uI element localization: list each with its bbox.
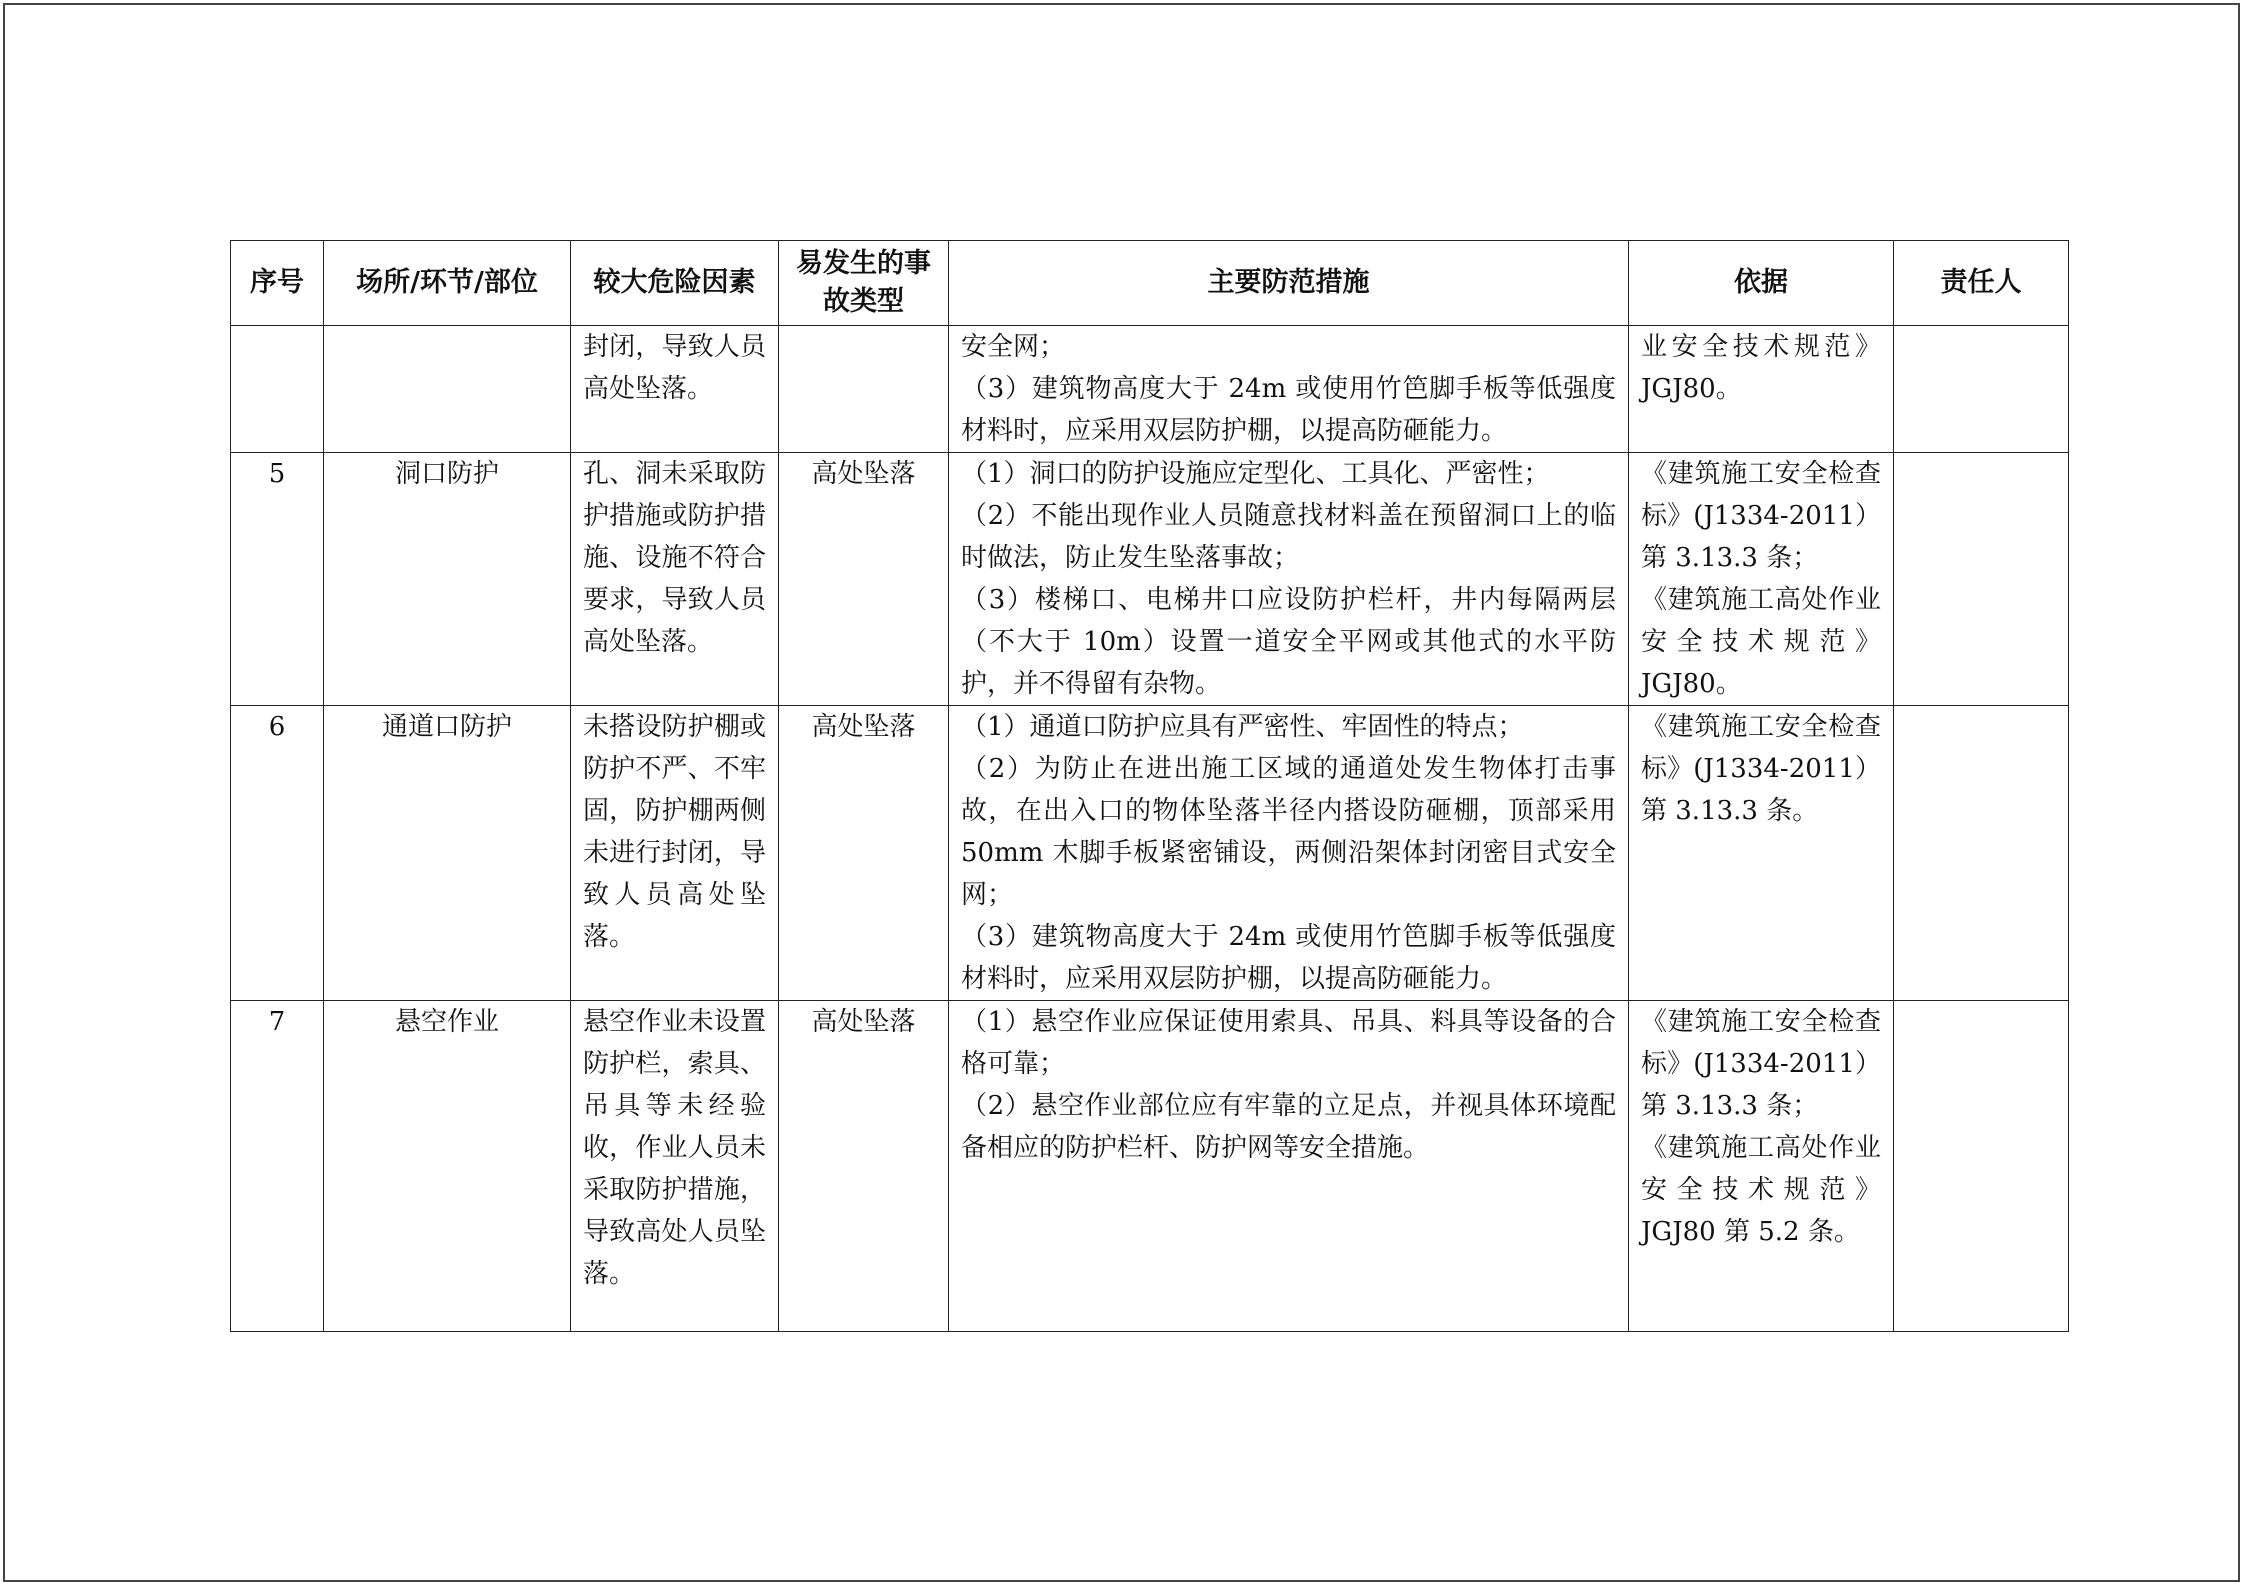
header-row [231,241,2069,326]
basis-line: 业安全技术规范》JGJ80。 [1641,332,1881,404]
cell-place: 通道口防护 [324,706,571,1001]
table-row [231,706,2069,1001]
header-no: 序号 [231,241,324,326]
cell-no: 7 [231,1001,324,1332]
basis-line: 《建筑施工安全检查标》(J1334-2011）第 3.13.3 条； [1641,1007,1881,1121]
basis-line: 《建筑施工高处作业安全技术规范》JGJ80。 [1641,585,1881,699]
measure-line: （1）通道口防护应具有严密性、牢固性的特点； [961,712,1524,742]
cell-no: 6 [231,706,324,1001]
header-measures: 主要防范措施 [949,241,1629,326]
cell-owner [1894,1001,2069,1332]
cell-measures [949,453,1629,706]
cell-accident: 高处坠落 [779,1001,949,1332]
table-row [231,1001,2069,1332]
cell-accident: 高处坠落 [779,706,949,1001]
cell-place: 洞口防护 [324,453,571,706]
measure-line: （1）悬空作业应保证使用索具、吊具、料具等设备的合格可靠； [961,1007,1616,1079]
header-place: 场所/环节/部位 [324,241,571,326]
header-risk: 较大危险因素 [571,241,779,326]
cell-accident [779,326,949,453]
measure-line: （2）不能出现作业人员随意找材料盖在预留洞口上的临时做法，防止发生坠落事故； [961,501,1616,573]
cell-owner [1894,453,2069,706]
basis-line: 《建筑施工安全检查标》(J1334-2011）第 3.13.3 条。 [1641,712,1881,826]
header-basis: 依据 [1629,241,1894,326]
cell-no: 5 [231,453,324,706]
cell-basis [1629,706,1894,1001]
basis-line: 《建筑施工安全检查标》(J1334-2011）第 3.13.3 条； [1641,459,1881,573]
cell-measures [949,326,1629,453]
cell-owner [1894,706,2069,1001]
measure-line: （2）悬空作业部位应有牢靠的立足点，并视具体环境配备相应的防护栏杆、防护网等安全措施。 [961,1091,1616,1163]
measure-line: （1）洞口的防护设施应定型化、工具化、严密性； [961,459,1550,489]
cell-measures [949,1001,1629,1332]
basis-line: 《建筑施工高处作业安全技术规范》JGJ80 第 5.2 条。 [1641,1133,1881,1247]
cell-basis [1629,453,1894,706]
cell-basis [1629,326,1894,453]
cell-measures [949,706,1629,1001]
cell-owner [1894,326,2069,453]
table-row [231,326,2069,453]
measure-line: 安全网； [961,332,1066,362]
table-row [231,453,2069,706]
cell-accident: 高处坠落 [779,453,949,706]
measure-line: （3）建筑物高度大于 24m 或使用竹笆脚手板等低强度材料时，应采用双层防护棚，以提高防砸能力。 [961,922,1616,994]
measure-line: （3）建筑物高度大于 24m 或使用竹笆脚手板等低强度材料时，应采用双层防护棚，以提高防砸能力。 [961,374,1616,446]
cell-place: 悬空作业 [324,1001,571,1332]
cell-no [231,326,324,453]
measure-line: （3）楼梯口、电梯井口应设防护栏杆，井内每隔两层（不大于 10m）设置一道安全平网或其他式的水平防护，并不得留有杂物。 [961,585,1616,699]
measure-line: （2）为防止在进出施工区域的通道处发生物体打击事故，在出入口的物体坠落半径内搭设防砸棚，顶部采用 50mm 木脚手板紧密铺设，两侧沿架体封闭密目式安全网； [961,754,1616,910]
cell-risk: 悬空作业未设置防护栏，索具、吊具等未经验收，作业人员未采取防护措施，导致高处人员坠落。 [571,1001,779,1332]
header-accident: 易发生的事故类型 [779,241,949,326]
risk-table [230,240,2069,1332]
cell-risk: 未搭设防护棚或防护不严、不牢固，防护棚两侧未进行封闭，导致人员高处坠落。 [571,706,779,1001]
cell-basis [1629,1001,1894,1332]
cell-risk: 封闭，导致人员高处坠落。 [571,326,779,453]
header-owner: 责任人 [1894,241,2069,326]
cell-place [324,326,571,453]
cell-risk: 孔、洞未采取防护措施或防护措施、设施不符合要求，导致人员高处坠落。 [571,453,779,706]
